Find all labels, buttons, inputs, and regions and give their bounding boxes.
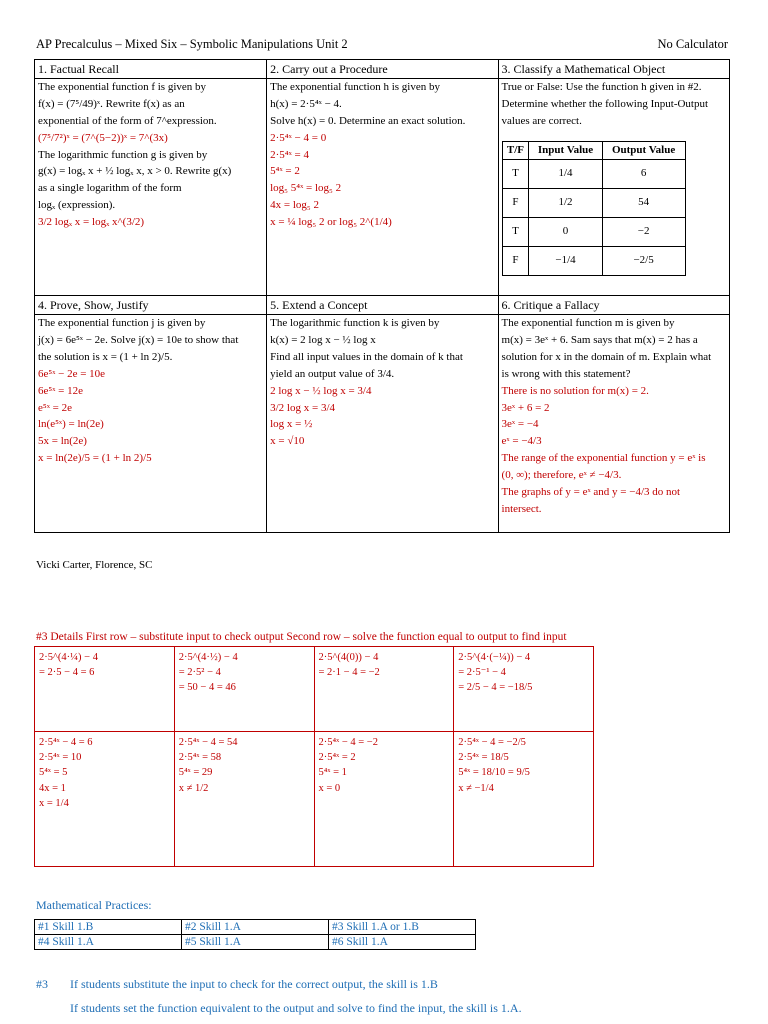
tf-cell: 54 — [602, 188, 685, 217]
details-line: x ≠ −1/4 — [458, 782, 494, 794]
cell-heading: 2. Carry out a Procedure — [267, 60, 498, 79]
details-line: 2·5^(4(0)) − 4 — [318, 652, 379, 663]
details-line: = 2·5⁻¹ − 4 — [458, 667, 506, 679]
details-table — [34, 646, 594, 867]
tf-cell: F — [502, 188, 529, 217]
prompt-line: The exponential function m is given by — [501, 317, 675, 330]
tf-cell: −2/5 — [602, 246, 685, 275]
tf-cell: 1/2 — [529, 188, 602, 217]
prompt-line: Determine whether the following Input-Output — [501, 98, 709, 111]
prompt-line: g(x) = logₓ x + ½ logₓ x, x > 0. Rewrite g(x) — [38, 165, 232, 178]
tf-cell: 6 — [602, 159, 685, 188]
solution-line: 6e⁵ˣ = 12e — [38, 384, 83, 397]
details-cell — [454, 647, 594, 732]
prompt-line: True or False: Use the function h given in #2. — [501, 81, 702, 94]
calculator-note: No Calculator — [657, 37, 728, 51]
solution-line: 4x = log₅ 2 — [270, 199, 319, 212]
cell-heading: 3. Classify a Mathematical Object — [498, 60, 729, 79]
details-line: 2·5^(4·¼) − 4 — [39, 652, 98, 663]
tf-table — [502, 141, 686, 276]
cell-heading: 4. Prove, Show, Justify — [35, 296, 267, 315]
details-line: 5⁴ˣ = 18/10 = 9/5 — [458, 767, 530, 779]
practice-cell: #4 Skill 1.A — [35, 935, 182, 950]
prompt-line: The logarithmic function g is given by — [38, 148, 208, 161]
author-credit: Vicki Carter, Florence, SC — [36, 559, 153, 571]
prompt-line: is wrong with this statement? — [501, 367, 631, 380]
details-line: 2·5^(4·(−¼)) − 4 — [458, 652, 531, 663]
details-caption: #3 Details First row – substitute input to check output Second row – solve the function equal to output to find input — [36, 631, 567, 643]
prompt-line: The exponential function h is given by — [270, 81, 440, 94]
tf-cell: F — [502, 246, 529, 275]
prompt-line: Solve h(x) = 0. Determine an exact solution. — [270, 114, 466, 127]
tf-row — [502, 246, 685, 275]
details-cell — [314, 732, 454, 867]
solution-line: 6e⁵ˣ − 2e = 10e — [38, 367, 106, 380]
prompt-line: yield an output value of 3/4. — [270, 367, 395, 380]
details-cell — [35, 732, 175, 867]
prompt-line: f(x) = (7⁵/49)ˣ. Rewrite f(x) as an — [38, 98, 185, 111]
solution-line: (0, ∞); therefore, eˣ ≠ −4/3. — [501, 468, 622, 481]
cell-body — [267, 79, 498, 296]
details-line: 2·5⁴ˣ − 4 = 54 — [178, 737, 238, 748]
details-cell — [174, 732, 314, 867]
prompt-line: m(x) = 3eˣ + 6. Sam says that m(x) = 2 has a — [501, 334, 698, 347]
details-line: 2·5⁴ˣ − 4 = −2 — [318, 737, 378, 748]
solution-line: 2·5⁴ˣ − 4 = 0 — [270, 131, 327, 144]
details-line: 2·5⁴ˣ = 18/5 — [458, 752, 509, 764]
details-line: 5⁴ˣ = 29 — [178, 767, 213, 779]
cell-heading: 5. Extend a Concept — [267, 296, 498, 315]
tf-cell: T — [502, 217, 529, 246]
cell-body — [35, 315, 267, 533]
prompt-line: solution for x in the domain of m. Explain what — [501, 351, 712, 364]
solution-line: x = ln(2e)/5 = (1 + ln 2)/5 — [38, 452, 152, 465]
details-line: 2·5⁴ˣ = 58 — [178, 752, 222, 764]
prompt-line: values are correct. — [501, 114, 582, 127]
prompt-line: Find all input values in the domain of k that — [270, 351, 463, 364]
tf-cell: T — [502, 159, 529, 188]
details-line: = 50 − 4 = 46 — [178, 682, 236, 694]
solution-line: 5⁴ˣ = 2 — [270, 165, 300, 178]
prompt-line: The exponential function j is given by — [38, 317, 206, 330]
tf-cell: −2 — [602, 217, 685, 246]
solution-line: intersect. — [501, 502, 542, 515]
tf-cell: 0 — [529, 217, 602, 246]
practice-cell: #6 Skill 1.A — [329, 935, 476, 950]
solution-line: eˣ = −4/3 — [501, 435, 542, 448]
note-line: If students substitute the input to check for the correct output, the skill is 1.B — [70, 977, 438, 991]
prompt-line: logₓ (expression). — [38, 199, 116, 212]
solution-line: ln(e⁵ˣ) = ln(2e) — [38, 418, 104, 431]
tf-row — [502, 159, 685, 188]
solution-line: 5x = ln(2e) — [38, 435, 87, 448]
details-line: 2·5⁴ˣ = 10 — [39, 752, 82, 764]
practices-table — [34, 919, 476, 950]
solution-line: e⁵ˣ = 2e — [38, 401, 72, 414]
practices-title: Mathematical Practices: — [36, 898, 152, 912]
tf-cell: −1/4 — [529, 246, 602, 275]
details-line: x ≠ 1/2 — [178, 782, 209, 794]
solution-line: The range of the exponential function y = eˣ is — [501, 452, 706, 465]
cell-body — [35, 79, 267, 296]
prompt-line: The logarithmic function k is given by — [270, 317, 440, 330]
solution-line: There is no solution for m(x) = 2. — [501, 384, 649, 397]
practice-cell: #3 Skill 1.A or 1.B — [329, 920, 476, 935]
tf-header: Output Value — [602, 141, 685, 159]
prompt-line: exponential of the form of 7^expression. — [38, 114, 217, 127]
details-line: x = 1/4 — [39, 797, 69, 809]
tf-header: Input Value — [529, 141, 602, 159]
details-line: = 2·5 − 4 = 6 — [39, 667, 95, 679]
tf-row — [502, 188, 685, 217]
solution-line: x = ¼ log₅ 2 or log₅ 2^(1/4) — [270, 215, 392, 228]
solution-line: The graphs of y = eˣ and y = −4/3 do not — [501, 485, 681, 498]
tf-row — [502, 217, 685, 246]
details-cell — [454, 732, 594, 867]
solution-line: log₅ 5⁴ˣ = log₅ 2 — [270, 182, 342, 195]
prompt-line: k(x) = 2 log x − ½ log x — [270, 334, 376, 347]
details-line: 2·5^(4·½) − 4 — [178, 652, 238, 663]
details-cell — [35, 647, 175, 732]
details-line: 4x = 1 — [39, 782, 66, 794]
details-line: = 2/5 − 4 = −18/5 — [458, 682, 533, 694]
cell-heading: 6. Critique a Fallacy — [498, 296, 729, 315]
practice-cell: #2 Skill 1.A — [182, 920, 329, 935]
prompt-line: j(x) = 6e⁵ˣ − 2e. Solve j(x) = 10e to show that — [38, 334, 239, 347]
tf-header: T/F — [502, 141, 529, 159]
problem-grid — [34, 59, 730, 533]
solution-line: 2·5⁴ˣ = 4 — [270, 148, 310, 161]
details-line: 5⁴ˣ = 1 — [318, 767, 347, 779]
note-line: If students set the function equivalent to the output and solve to find the input, the skill is 1.A. — [70, 1001, 522, 1015]
solution-line: 3eˣ + 6 = 2 — [501, 401, 550, 414]
details-line: x = 0 — [318, 782, 341, 794]
cell-body — [267, 315, 498, 533]
details-line: 2·5⁴ˣ − 4 = −2/5 — [458, 737, 526, 748]
details-line: 2·5⁴ˣ − 4 = 6 — [39, 737, 93, 748]
details-line: 2·5⁴ˣ = 2 — [318, 752, 356, 764]
details-line: = 2·1 − 4 = −2 — [318, 667, 380, 679]
solution-line: (7⁵/7²)ˣ = (7^(5−2))ˣ = 7^(3x) — [38, 131, 168, 144]
solution-line: log x = ½ — [270, 418, 313, 431]
solution-line: 3eˣ = −4 — [501, 418, 539, 431]
solution-line: 3/2 logₓ x = logₓ x^(3/2) — [38, 215, 145, 228]
details-line: 5⁴ˣ = 5 — [39, 767, 68, 779]
solution-line: 3/2 log x = 3/4 — [270, 401, 335, 414]
details-line: = 2·5² − 4 — [178, 667, 221, 679]
solution-line: x = √10 — [270, 435, 305, 448]
cell-text — [502, 80, 726, 129]
cell-body — [498, 79, 729, 296]
note-number: #3 — [36, 977, 48, 991]
details-cell — [174, 647, 314, 732]
cell-heading: 1. Factual Recall — [35, 60, 267, 79]
prompt-line: as a single logarithm of the form — [38, 182, 182, 195]
details-cell — [314, 647, 454, 732]
cell-body — [498, 315, 729, 533]
page-title: AP Precalculus – Mixed Six – Symbolic Manipulations Unit 2 — [36, 37, 348, 51]
prompt-line: The exponential function f is given by — [38, 81, 207, 94]
prompt-line: h(x) = 2·5⁴ˣ − 4. — [270, 98, 342, 111]
prompt-line: the solution is x = (1 + ln 2)/5. — [38, 351, 173, 364]
practice-cell: #1 Skill 1.B — [35, 920, 182, 935]
solution-line: 2 log x − ½ log x = 3/4 — [270, 384, 372, 397]
practice-cell: #5 Skill 1.A — [182, 935, 329, 950]
tf-cell: 1/4 — [529, 159, 602, 188]
